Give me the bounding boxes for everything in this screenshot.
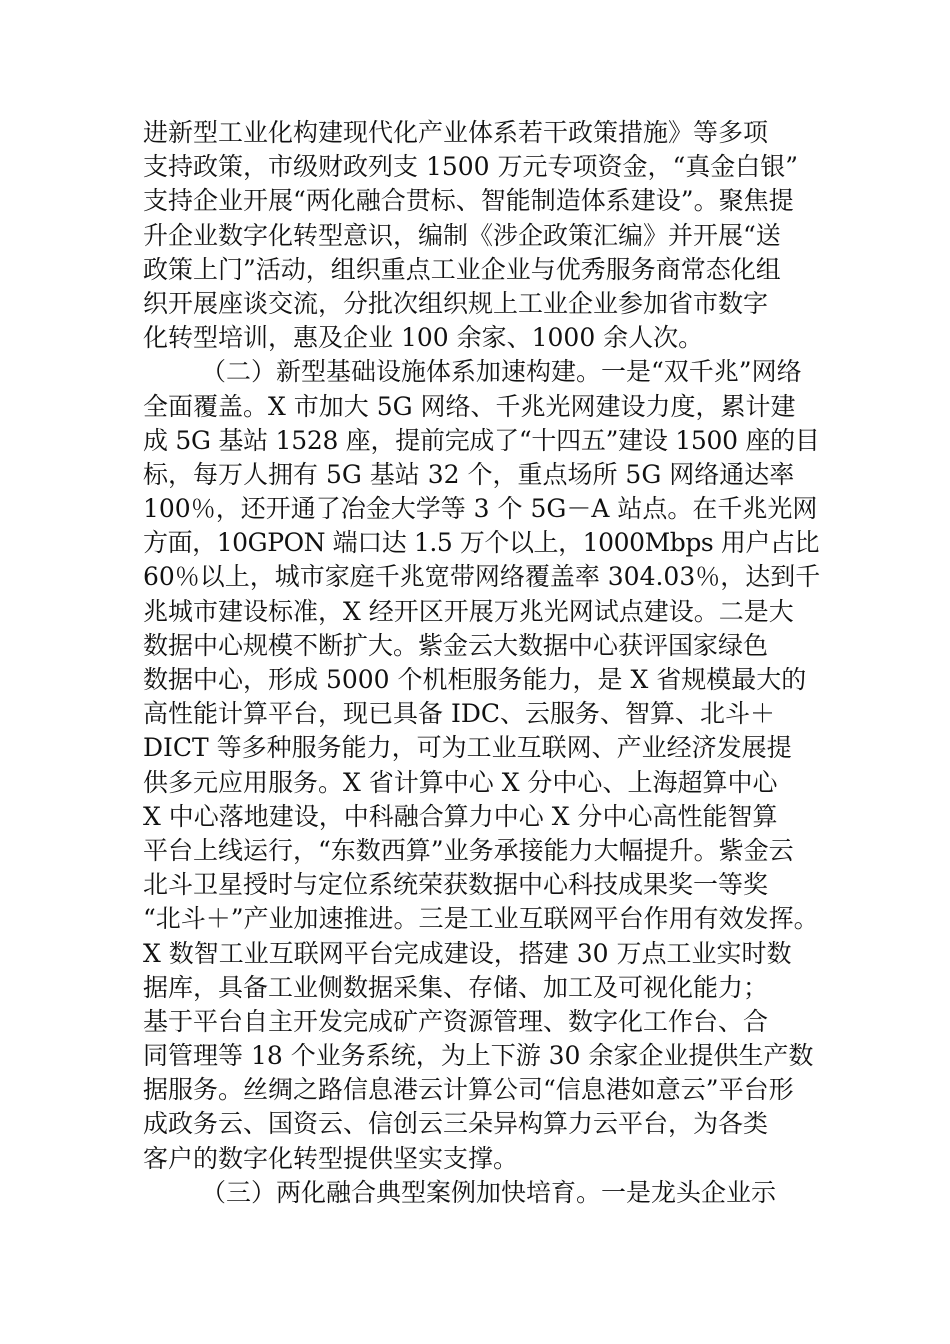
text-line: 供多元应用服务。X 省计算中心 X 分中心、上海超算中心 — [143, 767, 778, 797]
text-line: 方面，10GPON 端口达 1.5 万个以上，1000Mbps 用户占比 — [143, 528, 820, 558]
text-line: 据服务。丝绸之路信息港云计算公司“信息港如意云”平台形 — [143, 1075, 794, 1105]
text-line: 织开展座谈交流，分批次组织规上工业企业参加省市数字 — [143, 288, 769, 318]
body-text — [143, 116, 823, 1210]
text-line: 北斗卫星授时与定位系统荣获数据中心科技成果奖一等奖 — [143, 870, 769, 900]
text-line: 升企业数字化转型意识，编制《涉企政策汇编》并开展“送 — [143, 220, 781, 250]
text-line: 标，每万人拥有 5G 基站 32 个，重点场所 5G 网络通达率 — [143, 459, 795, 489]
text-line: 进新型工业化构建现代化产业体系若干政策措施》等多项 — [143, 118, 769, 147]
text-line: DICT 等多种服务能力，可为工业互联网、产业经济发展提 — [143, 733, 792, 763]
text-line: 100％，还开通了冶金大学等 3 个 5G－A 站点。在千兆光网 — [143, 494, 818, 524]
text-line: X 中心落地建设，中科融合算力中心 X 分中心高性能智算 — [143, 801, 778, 831]
text-line: 平台上线运行，“东数西算”业务承接能力大幅提升。紫金云 — [143, 835, 794, 865]
text-line: 化转型培训，惠及企业 100 余家、1000 余人次。 — [143, 323, 704, 353]
text-line: 兆城市建设标准，X 经开区开展万兆光网试点建设。二是大 — [143, 596, 794, 626]
text-line: 同管理等 18 个业务系统，为上下游 30 余家企业提供生产数 — [143, 1041, 814, 1071]
text-line: 成 5G 基站 1528 座，提前完成了“十四五”建设 1500 座的目 — [143, 425, 820, 455]
text-line: 支持企业开展“两化融合贯标、智能制造体系建设”。聚焦提 — [143, 186, 794, 216]
section-heading-line: （三）两化融合典型案例加快培育。一是龙头企业示 — [201, 1177, 777, 1207]
text-line: 数据中心规模不断扩大。紫金云大数据中心获评国家绿色 — [143, 630, 769, 660]
text-line: “北斗＋”产业加速推进。三是工业互联网平台作用有效发挥。 — [143, 904, 819, 934]
text-line: 60％以上，城市家庭千兆宽带网络覆盖率 304.03％，达到千 — [143, 562, 821, 592]
text-line: 支持政策，市级财政列支 1500 万元专项资金，“真金白银” — [143, 152, 799, 182]
text-line: X 数智工业互联网平台完成建设，搭建 30 万点工业实时数 — [143, 938, 792, 968]
text-line: 基于平台自主开发完成矿产资源管理、数字化工作台、合 — [143, 1006, 769, 1036]
text-line: 客户的数字化转型提供坚实支撑。 — [143, 1143, 519, 1173]
text-line: 全面覆盖。X 市加大 5G 网络、千兆光网建设力度，累计建 — [143, 391, 796, 421]
text-line: 高性能计算平台，现已具备 IDC、云服务、智算、北斗＋ — [143, 699, 775, 729]
text-line: 政策上门”活动，组织重点工业企业与优秀服务商常态化组 — [143, 254, 781, 284]
section-heading-line: （二）新型基础设施体系加速构建。一是“双千兆”网络 — [201, 357, 802, 387]
text-line: 成政务云、国资云、信创云三朵异构算力云平台，为各类 — [143, 1109, 769, 1139]
text-line: 据库，具备工业侧数据采集、存储、加工及可视化能力； — [143, 972, 769, 1002]
text-line: 数据中心，形成 5000 个机柜服务能力，是 X 省规模最大的 — [143, 665, 807, 694]
